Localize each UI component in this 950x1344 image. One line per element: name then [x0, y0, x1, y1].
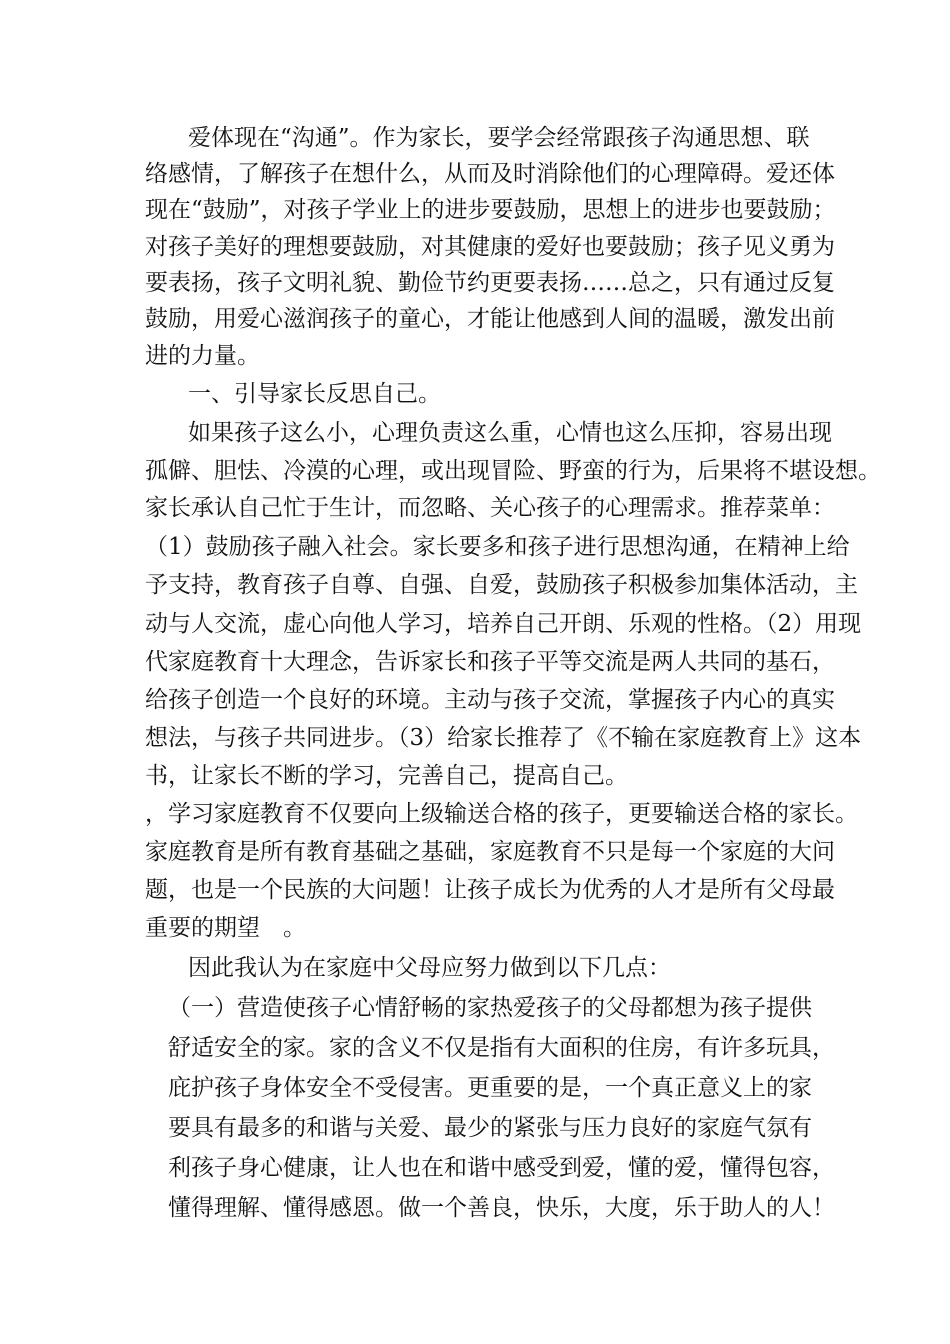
text-line: 对孩子美好的理想要鼓励，对其健康的爱好也要鼓励；孩子见义勇为 — [145, 234, 835, 260]
text-line: 书，让家长不断的学习，完善自己，提高自己。 — [145, 763, 628, 789]
text-line: 给孩子创造一个良好的环境。主动与孩子交流，掌握孩子内心的真实 — [145, 687, 835, 713]
text-line: 予支持，教育孩子自尊、自强、自爱，鼓励孩子积极参加集体活动，主 — [145, 572, 858, 598]
text-line: 要具有最多的和谐与关爱、最少的紧张与压力良好的家庭气氛有 — [168, 1115, 812, 1141]
text-line: 要表扬，孩子文明礼貌、勤俭节约更要表扬……总之，只有通过反复 — [145, 270, 835, 296]
text-line: 庇护孩子身体安全不受侵害。更重要的是，一个真正意义上的家 — [168, 1075, 812, 1101]
text-line: 络感情，了解孩子在想什么，从而及时消除他们的心理障碍。爱还体 — [145, 161, 835, 187]
text-line: 家庭教育是所有教育基础之基础，家庭教育不只是每一个家庭的大问 — [145, 839, 835, 865]
text-line: 现在“鼓励”，对孩子学业上的进步要鼓励，思想上的进步也要鼓励； — [145, 197, 836, 223]
text-line: ，学习家庭教育不仅要向上级输送合格的孩子，更要输送合格的家长。 — [145, 801, 858, 827]
text-line: 懂得理解、懂得感恩。做一个善良，快乐，大度，乐于助人的人！ — [168, 1195, 835, 1221]
text-line: 进的力量。 — [145, 343, 260, 369]
text-line: 题，也是一个民族的大问题！让孩子成长为优秀的人才是所有父母最 — [145, 877, 835, 903]
list-item-heading: （一）营造使孩子心情舒畅的家热爱孩子的父母都想为孩子提供 — [168, 995, 812, 1021]
text-line: 利孩子身心健康，让人也在和谐中感受到爱，懂的爱，懂得包容， — [168, 1155, 835, 1181]
text-line: 孤僻、胆怯、冷漠的心理，或出现冒险、野蛮的行为，后果将不堪设想。 — [145, 458, 881, 484]
text-line: 爱体现在“沟通”。作为家长，要学会经常跟孩子沟通思想、联 — [188, 125, 810, 151]
text-line: 代家庭教育十大理念，告诉家长和孩子平等交流是两人共同的基石， — [145, 649, 835, 675]
text-line: 舒适安全的家。家的含义不仅是指有大面积的住房，有许多玩具， — [168, 1035, 835, 1061]
text-line: 重要的期望 。 — [145, 915, 306, 941]
text-line: （1）鼓励孩子融入社会。家长要多和孩子进行思想沟通，在精神上给 — [145, 534, 850, 560]
text-line: 动与人交流，虚心向他人学习，培养自己开朗、乐观的性格。（2）用现 — [145, 611, 862, 637]
text-line: 想法，与孩子共同进步。（3）给家长推荐了《不输在家庭教育上》这本 — [145, 725, 862, 751]
text-line: 家长承认自己忙于生计，而忽略、关心孩子的心理需求。推荐菜单： — [145, 495, 835, 521]
text-line: 如果孩子这么小，心理负责这么重，心情也这么压抑，容易出现 — [188, 420, 832, 446]
section-heading: 一、引导家长反思自己。 — [188, 381, 441, 407]
text-line: 鼓励，用爱心滋润孩子的童心，才能让他感到人间的温暖，激发出前 — [145, 306, 835, 332]
text-line: 因此我认为在家庭中父母应努力做到以下几点： — [188, 955, 671, 981]
